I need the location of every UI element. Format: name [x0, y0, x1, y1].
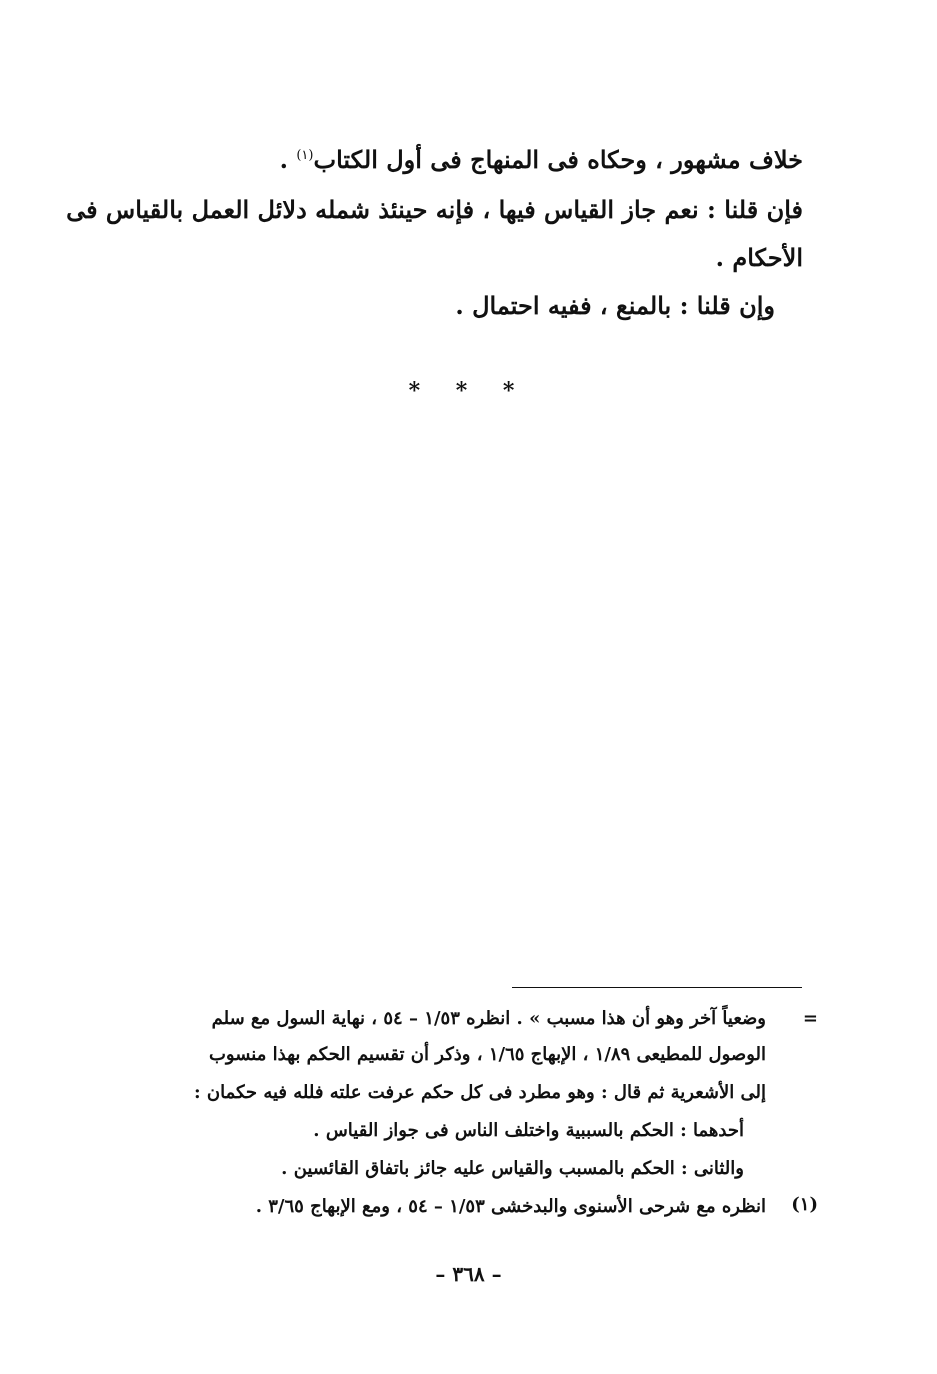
footnote-1-text: انظره مع شرحى الأسنوى والبدخشى ١/٥٣ – ٥٤ ، ومع الإبهاج ٣/٦٥ .: [255, 1196, 766, 1217]
footnote-continued-line-1: وضعياً آخر وهو أن هذا مسبب » . انظره ١/٥٣ – ٥٤ ، نهاية السول مع سلم: [211, 1008, 766, 1029]
body-line-4: وإن قلنا : بالمنع ، ففيه احتمال .: [455, 291, 775, 320]
footnote-continuation-mark: =: [802, 1008, 818, 1029]
page-number: – ٣٦٨ –: [435, 1262, 502, 1286]
body-line-1-text: خلاف مشهور ، وحكاه فى المنهاج فى أول الكتاب: [313, 145, 803, 174]
footnote-continued-line-5: والثانى : الحكم بالمسبب والقياس عليه جائز باتفاق القائسين .: [281, 1158, 744, 1179]
body-line-2: فإن قلنا : نعم جاز القياس فيها ، فإنه حينئذ شمله دلائل العمل بالقياس فى: [66, 195, 803, 224]
footnote-1-number: (١): [791, 1194, 818, 1215]
footnote-continued-line-2: الوصول للمطيعى ١/٨٩ ، الإبهاج ١/٦٥ ، وذكر أن تقسيم الحكم بهذا منسوب: [208, 1044, 766, 1065]
body-line-1-end: .: [279, 145, 297, 174]
footnote-continued-line-3: إلى الأشعرية ثم قال : وهو مطرد فى كل حكم عرفت علته فلله فيه حكمان :: [193, 1082, 766, 1103]
body-line-1: [280, 145, 803, 174]
footnote-reference-1[interactable]: (١): [296, 148, 314, 163]
body-line-3: الأحكام .: [715, 243, 803, 272]
footnote-continued-line-4: أحدهما : الحكم بالسببية واختلف الناس فى جواز القياس .: [313, 1120, 744, 1141]
section-separator: * * *: [408, 378, 529, 404]
footnote-divider: [512, 987, 802, 988]
